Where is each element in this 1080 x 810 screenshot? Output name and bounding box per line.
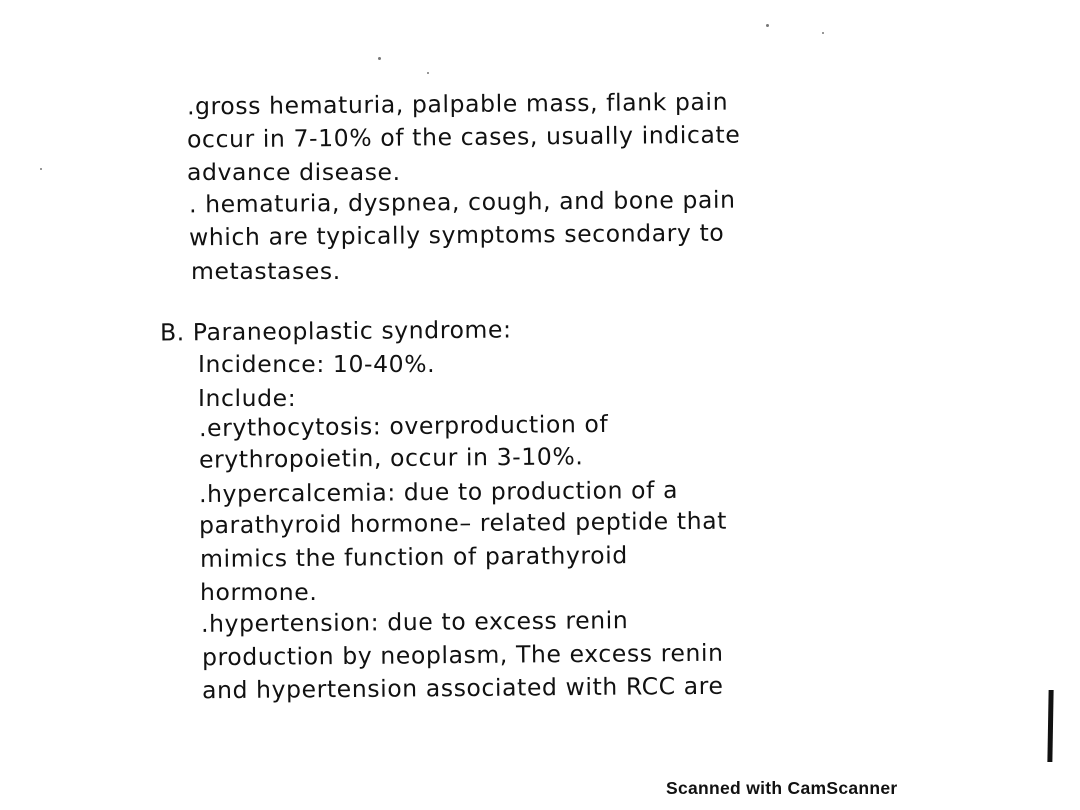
text-line: occur in 7-10% of the cases, usually indicate	[186, 120, 741, 154]
text-line: mimics the function of parathyroid	[199, 541, 628, 573]
text-line: . hematuria, dyspnea, cough, and bone pain	[188, 185, 736, 219]
text-line: .hypertension: due to excess renin	[200, 606, 629, 638]
text-line: advance disease.	[187, 158, 401, 186]
scan-speck	[427, 72, 429, 74]
section-heading: B. Paraneoplastic syndrome:	[159, 315, 512, 347]
text-line: Incidence: 10-40%.	[198, 350, 436, 378]
text-line: production by neoplasm, The excess renin	[201, 638, 724, 672]
text-line: Include:	[198, 384, 297, 412]
scan-speck	[822, 32, 824, 34]
scan-edge-mark	[1047, 690, 1053, 762]
text-line: and hypertension associated with RCC are	[201, 671, 724, 705]
text-line: .erythocytosis: overproduction of	[198, 409, 609, 443]
text-line: erythropoietin, occur in 3-10%.	[198, 442, 584, 474]
text-line: parathyroid hormone– related peptide that	[198, 506, 728, 540]
text-line: hormone.	[200, 578, 318, 606]
scan-speck	[766, 24, 769, 27]
scan-speck	[378, 57, 381, 60]
text-line: .hypercalcemia: due to production of a	[198, 475, 679, 509]
text-line: which are typically symptoms secondary to	[188, 218, 725, 252]
text-line: metastases.	[191, 257, 341, 285]
text-line: .gross hematuria, palpable mass, flank pain	[186, 87, 729, 121]
scanner-watermark: Scanned with CamScanner	[666, 778, 898, 798]
scan-speck	[40, 168, 42, 170]
